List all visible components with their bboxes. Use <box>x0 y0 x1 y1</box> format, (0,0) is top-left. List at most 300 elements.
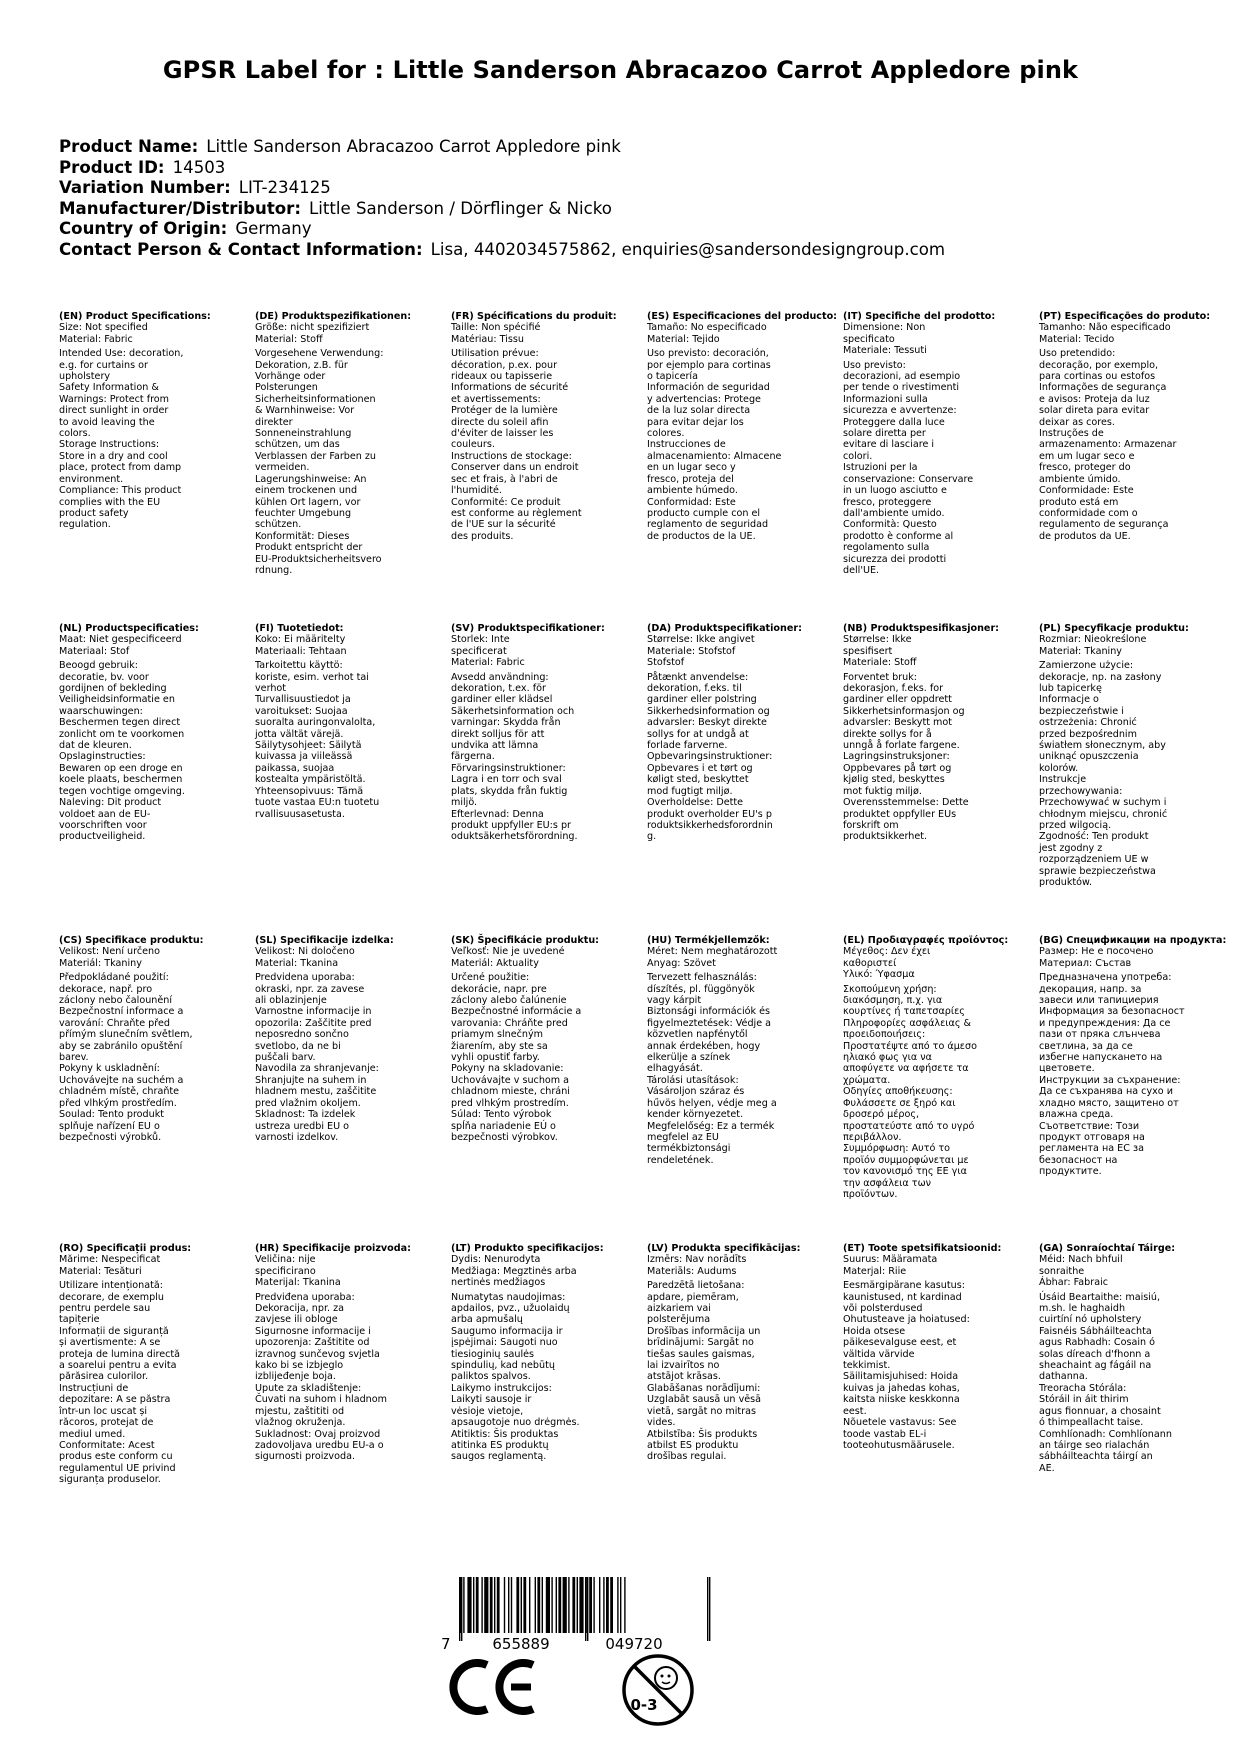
spec-line: Súlad: Tento výrobok <box>451 1109 552 1121</box>
spec-line: saugos reglamentą. <box>451 1451 547 1463</box>
spec-line: advarsler: Beskyt direkte <box>647 717 767 729</box>
spec-line: regolamento sulla <box>843 542 930 554</box>
spec-line: proteja de lumina directă <box>59 1348 181 1360</box>
spec-line: drošības regulai. <box>647 1451 727 1463</box>
spec-line: elhagyását. <box>647 1063 703 1075</box>
spec-line: varování: Chraňte před <box>59 1017 170 1029</box>
spec-line: Material: Tejido <box>647 333 720 345</box>
spec-line: tiesioginių saulės <box>451 1348 535 1360</box>
spec-line: uniknąć opuszczenia <box>1039 751 1139 763</box>
spec-line: kostealta ympäristöltä. <box>255 774 366 786</box>
spec-line: sábháilteachta táirgí an <box>1039 1451 1153 1463</box>
spec-line: por ejemplo para cortinas <box>647 359 771 371</box>
spec-line: δροσερό μέρος, <box>843 1109 920 1121</box>
spec-line: färgerna. <box>451 751 495 763</box>
spec-line: Bezpečnostné informácie a <box>451 1006 582 1018</box>
spec-block <box>843 623 1023 843</box>
spec-line: Predvidena uporaba: <box>255 972 355 984</box>
spec-line: nertinės medžiagos <box>451 1277 546 1289</box>
spec-line: a soarelui pentru a evita <box>59 1360 177 1372</box>
spec-line: neposredno sončno <box>255 1029 349 1041</box>
spec-line: produkt uppfyller EU:s pr <box>451 819 572 831</box>
spec-line: apdare, piemēram, <box>647 1291 739 1303</box>
spec-line: jest zgodny z <box>1039 842 1103 854</box>
spec-line: Instrucciones de <box>647 439 726 451</box>
spec-line: Οδηγίες αποθήκευσης: <box>843 1086 953 1098</box>
spec-line: Soulad: Tento produkt <box>59 1109 165 1121</box>
spec-heading: (LT) Produkto specifikacijos: <box>451 1243 604 1254</box>
spec-line: Úsáid Beartaithe: maisiú, <box>1039 1291 1161 1303</box>
spec-block <box>843 1243 1023 1451</box>
spec-line: Čuvati na suhom i hladnom <box>255 1394 387 1406</box>
barcode-bar <box>620 1577 621 1633</box>
spec-line: közvetlen napfénytől <box>647 1029 748 1041</box>
spec-line: κουρτίνες ή ταπετσαρίες <box>843 1006 965 1018</box>
spec-line: produktów. <box>1039 876 1093 888</box>
spec-line: specificato <box>843 333 895 345</box>
product-name-row <box>59 137 945 158</box>
spec-line: Materiale: Stofstof <box>647 645 736 657</box>
spec-line: voorschriften voor <box>59 819 147 831</box>
spec-line: Warnings: Protect from <box>59 393 170 405</box>
spec-line: влажна среда. <box>1039 1109 1114 1121</box>
spec-line: sicurezza dei prodotti <box>843 553 947 565</box>
spec-line: ambiente úmido. <box>1039 473 1121 485</box>
spec-line: puščali barv. <box>255 1052 316 1064</box>
spec-line: Skladnost: Ta izdelek <box>255 1109 356 1121</box>
spec-line: Vásároljon száraz és <box>647 1086 745 1098</box>
barcode-bar <box>542 1577 543 1633</box>
spec-line: place, protect from damp <box>59 462 182 474</box>
spec-line: vagy kárpit <box>647 995 702 1007</box>
spec-line: hűvös helyen, védje meg a <box>647 1097 777 1109</box>
spec-line: Saugumo informacija ir <box>451 1325 563 1337</box>
spec-line: Materiaal: Stof <box>59 645 130 657</box>
spec-line: solas díreach d'fhonn a <box>1039 1348 1151 1360</box>
spec-line: decorazioni, ad esempio <box>843 371 961 383</box>
spec-block <box>59 1243 239 1486</box>
spec-line: decorare, de exemplu <box>59 1291 164 1303</box>
spec-line: Lagerungshinweise: An <box>255 473 367 485</box>
barcode-guard-bar <box>585 1577 586 1641</box>
barcode-bar <box>563 1577 567 1633</box>
spec-line: Materjal: Riie <box>843 1265 907 1277</box>
spec-line: přímým slunečním světlem, <box>59 1029 193 1041</box>
spec-line: bezpečnosti výrobků. <box>59 1131 162 1143</box>
spec-line: spesifisert <box>843 645 893 657</box>
spec-line: Säkerhetsinformation och <box>451 705 575 717</box>
spec-line: solare diretta per <box>843 428 926 440</box>
barcode-bar <box>523 1577 526 1633</box>
spec-line: suoralta auringonvalolta, <box>255 717 376 729</box>
spec-line: varovania: Chráňte pred <box>451 1017 568 1029</box>
spec-line: Uzglabāt sausā un vēsā <box>647 1394 762 1406</box>
spec-line: Dekoration, z.B. für <box>255 359 348 371</box>
spec-line: Numatytas naudojimas: <box>451 1291 566 1303</box>
spec-heading: (FI) Tuotetiedot: <box>255 623 344 634</box>
spec-line: Przechowywać w suchym i <box>1039 797 1167 809</box>
spec-line: päikesevalguse eest, et <box>843 1337 957 1349</box>
spec-line: przechowywania: <box>1039 785 1123 797</box>
spec-line: vältida värvide <box>843 1348 915 1360</box>
spec-line: Forventet bruk: <box>843 671 918 683</box>
product-id-row <box>59 158 945 179</box>
spec-line: reglamento de seguridad <box>647 519 769 531</box>
spec-line: Rozmiar: Nieokreślone <box>1039 634 1147 646</box>
spec-line: priamym slnečným <box>451 1029 544 1041</box>
spec-line: koriste, esim. verhot tai <box>255 671 369 683</box>
spec-line: Instructions de stockage: <box>451 450 572 462</box>
spec-line: într-un loc uscat și <box>59 1405 148 1417</box>
spec-line: Conformità: Questo <box>843 519 937 531</box>
spec-line: περιβάλλον. <box>843 1131 902 1143</box>
spec-line: apsaugotoje nuo drėgmės. <box>451 1417 580 1429</box>
spec-line: waarschuwingen: <box>59 705 143 717</box>
spec-line: Polsterungen <box>255 382 318 394</box>
spec-line: Conformidade: Este <box>1039 485 1134 497</box>
spec-line: Konformität: Dieses <box>255 530 350 542</box>
spec-block <box>647 623 827 843</box>
spec-line: tekkimist. <box>843 1360 891 1372</box>
spec-line: Izmērs: Nav norādīts <box>647 1254 747 1266</box>
spec-line: de produtos da UE. <box>1039 530 1131 542</box>
spec-line: paliktos spalvos. <box>451 1371 531 1383</box>
spec-line: dat de kleuren. <box>59 740 132 752</box>
spec-line: Předpokládané použití: <box>59 972 169 984</box>
spec-line: brīdinājumi: Sargāt no <box>647 1337 754 1349</box>
spec-line: zavjese ili obloge <box>255 1314 338 1326</box>
spec-line: Material: Fabric <box>451 657 525 669</box>
spec-line: bezpieczeństwie i <box>1039 705 1124 717</box>
spec-heading: (SV) Produktspecifikationer: <box>451 623 605 634</box>
spec-line: цветовете. <box>1039 1063 1095 1075</box>
spec-line: EU-Produktsicherheitsvero <box>255 553 382 565</box>
spec-line: en un lugar seco y <box>647 462 736 474</box>
spec-line: sheachaint ag fágáil na <box>1039 1360 1152 1372</box>
spec-line: Materiál: Aktuality <box>451 957 539 969</box>
spec-line: koele plaats, beschermen <box>59 774 183 786</box>
barcode-bar <box>593 1577 594 1633</box>
spec-line: mod fugtigt miljø. <box>647 785 733 797</box>
spec-line: environment. <box>59 473 124 485</box>
spec-line: Säilitamisjuhised: Hoida <box>843 1371 959 1383</box>
spec-line: para cortinas ou estofos <box>1039 371 1156 383</box>
contact-row <box>59 240 945 261</box>
spec-line: Informații de siguranță <box>59 1325 169 1337</box>
spec-line: Turvallisuustiedot ja <box>255 694 351 706</box>
spec-line: produs este conform cu <box>59 1451 173 1463</box>
barcode-guard-bar <box>459 1577 460 1641</box>
spec-line: chladnom mieste, chráni <box>451 1086 570 1098</box>
barcode-digits-right: 049720 <box>605 1635 663 1653</box>
spec-line: de l'UE sur la sécurité <box>451 519 556 531</box>
spec-line: ali oblazinjenje <box>255 995 327 1007</box>
spec-line: aby se zabránilo opuštění <box>59 1040 183 1052</box>
spec-line: Ohutusteave ja hoiatused: <box>843 1314 970 1326</box>
spec-line: spindulių, kad nebūtų <box>451 1360 555 1372</box>
not-for-children-0-3-icon <box>620 1652 696 1728</box>
spec-line: Material: Tesături <box>59 1265 142 1277</box>
spec-line: Yhteensopivuus: Tämä <box>255 785 364 797</box>
spec-line: hladnem mestu, zaščitite <box>255 1086 377 1098</box>
spec-line: záclony nebo čalounění <box>59 995 173 1007</box>
spec-line: продукт отговаря на <box>1039 1131 1145 1143</box>
spec-line: specificirano <box>255 1265 316 1277</box>
spec-line: colori. <box>843 450 873 462</box>
spec-line: Koko: Ei määritelty <box>255 634 346 646</box>
spec-line: Navodila za shranjevanje: <box>255 1063 379 1075</box>
spec-line: barev. <box>59 1052 89 1064</box>
spec-line: și avertismente: A se <box>59 1337 161 1349</box>
spec-line: solar direta para evitar <box>1039 405 1150 417</box>
spec-line: Размер: Не е посочено <box>1039 946 1154 958</box>
barcode-bar <box>568 1577 569 1633</box>
spec-line: vietā, sargāt no mitras <box>647 1405 757 1417</box>
spec-line: Opslaginstructies: <box>59 751 146 763</box>
barcode-bar <box>589 1577 592 1633</box>
spec-line: Tervezett felhasználás: <box>647 972 757 984</box>
spec-line: rideaux ou tapisserie <box>451 371 553 383</box>
spec-line: Tárolási utasítások: <box>647 1074 739 1086</box>
spec-line: Shranjujte na suhem in <box>255 1074 367 1086</box>
spec-line: vermeiden. <box>255 462 310 474</box>
spec-line: dekorasjon, f.eks. for <box>843 683 944 695</box>
spec-line: sonraithe <box>1039 1265 1085 1277</box>
spec-heading: (ET) Toote spetsifikatsioonid: <box>843 1243 1002 1254</box>
spec-line: Nõuetele vastavus: See <box>843 1417 957 1429</box>
spec-line: Informazioni sulla <box>843 393 928 405</box>
spec-line: fresco, proteggere <box>843 496 932 508</box>
spec-line: deixar as cores. <box>1039 416 1115 428</box>
spec-line: dell'UE. <box>843 564 880 576</box>
spec-line: forlade farverne. <box>647 740 728 752</box>
spec-line: rozporządzeniem UE w <box>1039 854 1149 866</box>
variation-number-row <box>59 178 945 199</box>
spec-line: Veličina: nije <box>255 1254 316 1266</box>
spec-line: gordijnen of bekleding <box>59 683 167 695</box>
spec-line: regulation. <box>59 519 111 531</box>
spec-line: direkte sollys for å <box>843 728 932 740</box>
spec-line: Bezpečnostní informace a <box>59 1006 184 1018</box>
spec-line: Zgodność: Ten produkt <box>1039 831 1149 843</box>
spec-line: Biztonsági információk és <box>647 1006 770 1018</box>
info-label: Product Name: <box>59 137 199 156</box>
age-range-label: 0-3 <box>630 1696 658 1714</box>
spec-line: jotta vältät värejä. <box>255 728 344 740</box>
spec-line: ηλιακό φως για να <box>843 1052 932 1064</box>
spec-line: Materiāls: Audums <box>647 1265 737 1277</box>
manufacturer-row <box>59 199 945 220</box>
spec-line: Informações de segurança <box>1039 382 1167 394</box>
spec-line: tiešas saules gaismas, <box>647 1348 755 1360</box>
spec-block <box>255 1243 435 1463</box>
spec-block <box>255 311 435 576</box>
barcode-bar <box>508 1577 509 1633</box>
spec-line: Materiaali: Tehtaan <box>255 645 347 657</box>
spec-line: upholstery <box>59 371 111 383</box>
spec-line: προειδοποιήσεις: <box>843 1029 926 1041</box>
spec-line: Tamanho: Não especificado <box>1039 322 1171 334</box>
spec-line: advarsler: Beskytt mot <box>843 717 953 729</box>
barcode-bar <box>497 1577 500 1633</box>
spec-line: voldoet aan de EU- <box>59 808 151 820</box>
spec-line: apdailos, pvz., užuolaidų <box>451 1303 570 1315</box>
spec-line: Vorgesehene Verwendung: <box>255 348 384 360</box>
spec-line: Intended Use: decoration, <box>59 348 184 360</box>
spec-line: Stofstof <box>647 657 685 669</box>
spec-heading: (EN) Product Specifications: <box>59 311 211 322</box>
spec-line: Mărime: Nespecificat <box>59 1254 161 1266</box>
spec-line: Size: Not specified <box>59 322 148 334</box>
spec-line: tooteohutusmäärusele. <box>843 1439 955 1451</box>
barcode-bar <box>546 1577 550 1633</box>
spec-block <box>255 935 435 1143</box>
spec-line: Materiał: Tkaniny <box>1039 645 1122 657</box>
spec-line: izblijeđenje boja. <box>255 1371 336 1383</box>
info-label: Product ID: <box>59 157 165 177</box>
spec-line: d'éviter de laisser les <box>451 428 554 440</box>
spec-line: est conforme au règlement <box>451 507 582 519</box>
spec-line: Instrukcje <box>1039 774 1087 786</box>
spec-line: Oppbevares på tørt og <box>843 762 952 774</box>
barcode-bar <box>558 1577 561 1633</box>
spec-line: AE. <box>1039 1462 1055 1474</box>
spec-line: Faisnéis Sábháilteachta <box>1039 1325 1152 1337</box>
barcode-bar <box>467 1577 471 1633</box>
spec-line: einem trockenen und <box>255 485 358 497</box>
spec-line: Tamaño: No especificado <box>647 322 767 334</box>
spec-line: Tarkoitettu käyttö: <box>255 660 343 672</box>
spec-block <box>59 935 239 1143</box>
spec-line: sprawie bezpieczeństwa <box>1039 865 1156 877</box>
ce-mark-icon <box>449 1657 539 1717</box>
spec-line: splňuje nařízení EU o <box>59 1120 160 1132</box>
spec-line: Velikost: Není určeno <box>59 946 160 958</box>
spec-line: tegen vochtige omgeving. <box>59 785 185 797</box>
info-label: Contact Person & Contact Information: <box>59 239 423 259</box>
spec-line: Stóráil in áit thirim <box>1039 1394 1129 1406</box>
spec-line: varningar: Skydda från <box>451 717 561 729</box>
spec-line: Material: Tecido <box>1039 333 1115 345</box>
spec-heading: (DE) Produktspezifikationen: <box>255 311 412 322</box>
spec-line: Materiale: Stoff <box>843 657 917 669</box>
spec-line: atbilst ES produktu <box>647 1439 739 1451</box>
spec-line: in un luogo asciutto e <box>843 485 947 497</box>
spec-line: unngå å forlate fargene. <box>843 740 960 752</box>
spec-line: miljö. <box>451 797 478 809</box>
spec-line: almacenamiento: Almacene <box>647 450 782 462</box>
spec-line: em um lugar seco e <box>1039 450 1135 462</box>
spec-heading: (HU) Termékjellemzők: <box>647 935 770 946</box>
spec-line: Dimensione: Non <box>843 322 926 334</box>
spec-line: direkt solljus för att <box>451 728 545 740</box>
spec-line: завеси или тапициерия <box>1039 995 1159 1007</box>
spec-line: agus Rabhadh: Cosain ó <box>1039 1337 1156 1349</box>
spec-line: χρώματα. <box>843 1074 891 1086</box>
spec-line: Určené použitie: <box>451 972 530 984</box>
spec-line: lai izvairītos no <box>647 1360 720 1372</box>
spec-line: agus fionnuar, a chosaint <box>1039 1405 1161 1417</box>
barcode-bar <box>476 1577 479 1633</box>
spec-line: specificerat <box>451 645 507 657</box>
spec-line: upozorenja: Zaštitite od <box>255 1337 370 1349</box>
spec-line: producto cumple con el <box>647 507 761 519</box>
spec-line: productveiligheid. <box>59 831 146 843</box>
spec-line: & Warnhinweise: Vor <box>255 405 355 417</box>
page-title: GPSR Label for : Little Sanderson Abracazoo Carrot Appledore pink <box>162 56 1079 84</box>
spec-line: Megfelelőség: Ez a termék <box>647 1120 775 1132</box>
spec-block <box>255 623 435 820</box>
spec-line: varoitukset: Suojaa <box>255 705 348 717</box>
spec-line: e avisos: Proteja da luz <box>1039 393 1150 405</box>
info-value: Little Sanderson Abracazoo Carrot Appledore pink <box>206 137 621 156</box>
spec-line: eest. <box>843 1405 867 1417</box>
spec-line: lub tapicerkę <box>1039 683 1102 695</box>
spec-line: tapițerie <box>59 1314 100 1326</box>
spec-line: mediul umed. <box>59 1428 126 1440</box>
spec-heading: (SL) Specifikacije izdelka: <box>255 935 394 946</box>
spec-line: e.g. for curtains or <box>59 359 148 371</box>
spec-line: Veľkosť: Nie je uvedené <box>451 946 565 958</box>
spec-heading: (RO) Specificații produs: <box>59 1243 192 1254</box>
spec-line: oduktsäkerhetsförordning. <box>451 831 578 843</box>
spec-line: fresco, proteja del <box>647 473 734 485</box>
barcode-bar <box>579 1577 583 1633</box>
barcode-bar <box>537 1577 540 1633</box>
spec-line: przed bezpośrednim <box>1039 728 1137 740</box>
info-value: Lisa, 4402034575862, enquiries@sandersondesigngroup.com <box>430 239 946 259</box>
spec-line: przed wilgocią. <box>1039 819 1112 831</box>
barcode-digits-left: 655889 <box>492 1635 550 1653</box>
spec-line: Φυλάσσετε σε ξηρό και <box>843 1097 956 1109</box>
spec-line: įspėjimai: Saugoti nuo <box>451 1337 558 1349</box>
spec-line: Laikymo instrukcijos: <box>451 1382 552 1394</box>
barcode-bar <box>516 1577 519 1633</box>
spec-line: Dekoracija, npr. za <box>255 1303 345 1315</box>
spec-heading: (PL) Specyfikacje produktu: <box>1039 623 1189 634</box>
spec-line: pred vlhkým prostredím. <box>451 1097 569 1109</box>
spec-line: conservazione: Conservare <box>843 473 974 485</box>
spec-line: Ábhar: Fabraic <box>1039 1277 1109 1289</box>
spec-line: Produkt entspricht der <box>255 542 363 554</box>
spec-line: Förvaringsinstruktioner: <box>451 762 566 774</box>
spec-line: Материал: Състав <box>1039 957 1132 969</box>
spec-line: sec et frais, à l'abri de <box>451 473 558 485</box>
spec-line: părăsirea culorilor. <box>59 1371 149 1383</box>
spec-line: Eesmärgipärane kasutus: <box>843 1280 965 1292</box>
spec-line: Medžiaga: Megztinės arba <box>451 1265 577 1277</box>
spec-line: sigurnosti proizvoda. <box>255 1451 355 1463</box>
spec-line: kühlen Ort lagern, vor <box>255 496 361 508</box>
spec-line: Comhlíonadh: Comhlíonann <box>1039 1428 1172 1440</box>
product-info <box>59 137 945 261</box>
spec-line: Sikkerhetsinformasjon og <box>843 705 965 717</box>
spec-line: καθοριστεί <box>843 957 897 969</box>
spec-line: sicurezza e avvertenze: <box>843 405 957 417</box>
spec-line: Paredzētā lietošana: <box>647 1280 745 1292</box>
spec-line: Materijal: Tkanina <box>255 1277 341 1289</box>
spec-line: plats, skydda från fuktig <box>451 785 568 797</box>
info-value: 14503 <box>172 157 226 177</box>
spec-line: zonlicht om te voorkomen <box>59 728 185 740</box>
barcode-bar <box>481 1577 482 1633</box>
barcode-bar <box>551 1577 552 1633</box>
spec-line: Bewaren op een droge en <box>59 762 183 774</box>
spec-heading: (IT) Specifiche del prodotto: <box>843 311 996 322</box>
spec-line: Atbilstība: Šis produkts <box>647 1428 758 1440</box>
barcode-bar <box>473 1577 474 1633</box>
spec-line: opozorila: Zaščitite pred <box>255 1017 372 1029</box>
